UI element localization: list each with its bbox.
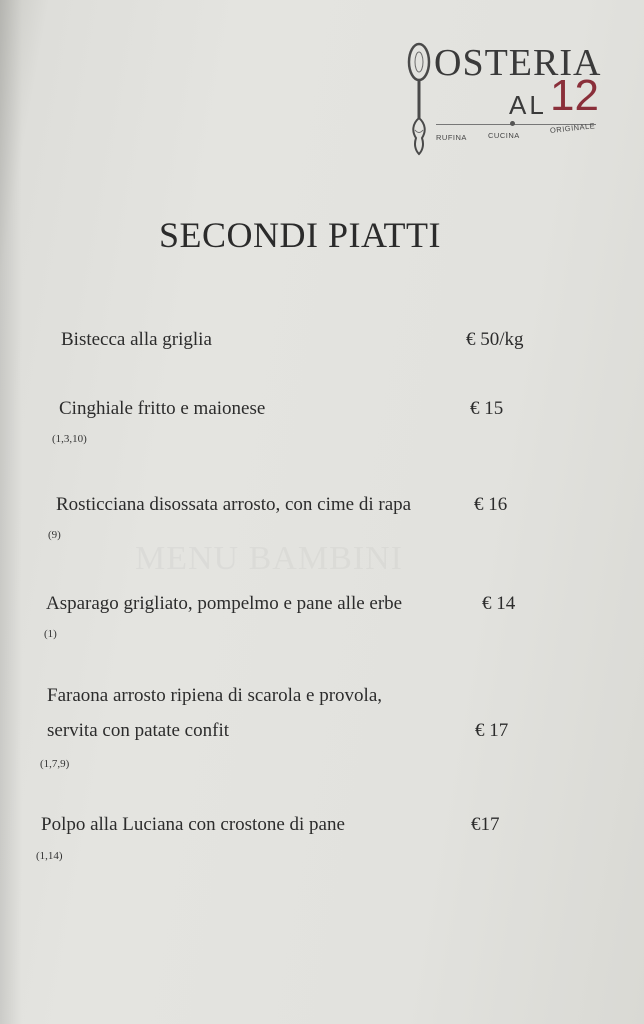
logo-al-text: AL: [509, 90, 547, 120]
dish-allergens: (1,3,10): [52, 433, 87, 445]
logo-tag-cucina: CUCINA: [488, 131, 520, 140]
dish-name: Polpo alla Luciana con crostone di pane: [41, 814, 345, 835]
dish-price: € 50/kg: [466, 329, 524, 350]
bleed-through-text: [135, 540, 403, 578]
dish-name-line2: servita con patate confit: [47, 720, 230, 741]
dish-allergens: (9): [48, 529, 61, 541]
dish-price: € 14: [482, 593, 516, 614]
logo-number-text: 12: [550, 71, 599, 120]
dish-name: Rosticciana disossata arrosto, con cime di rapa: [56, 494, 412, 515]
dish-allergens: (1,14): [36, 850, 63, 862]
dish-name: Bistecca alla griglia: [61, 329, 212, 350]
dish-name: Cinghiale fritto e maionese: [59, 398, 266, 419]
logo-dot: [510, 121, 515, 126]
dish-name: Asparago grigliato, pompelmo e pane alle erbe: [46, 593, 403, 614]
dish-price: € 15: [470, 398, 504, 419]
logo-tag-originale: ORIGINALE: [549, 121, 596, 135]
section-title: SECONDI PIATTI: [159, 215, 441, 255]
logo-tag-rufina: RUFINA: [436, 133, 467, 142]
dish-price: € 17: [475, 720, 509, 741]
page-binding-shadow: [0, 0, 22, 1024]
dish-name: Faraona arrosto ripiena di scarola e provola,: [47, 685, 383, 706]
spoon-icon: [404, 40, 434, 158]
logo-osteria-text: OSTERIA: [434, 42, 602, 84]
dish-allergens: (1,7,9): [40, 758, 70, 770]
dish-price: €17: [471, 814, 500, 835]
osteria-logo: [404, 40, 604, 160]
dish-allergens: (1): [44, 628, 57, 640]
dish-price: € 16: [474, 494, 508, 515]
